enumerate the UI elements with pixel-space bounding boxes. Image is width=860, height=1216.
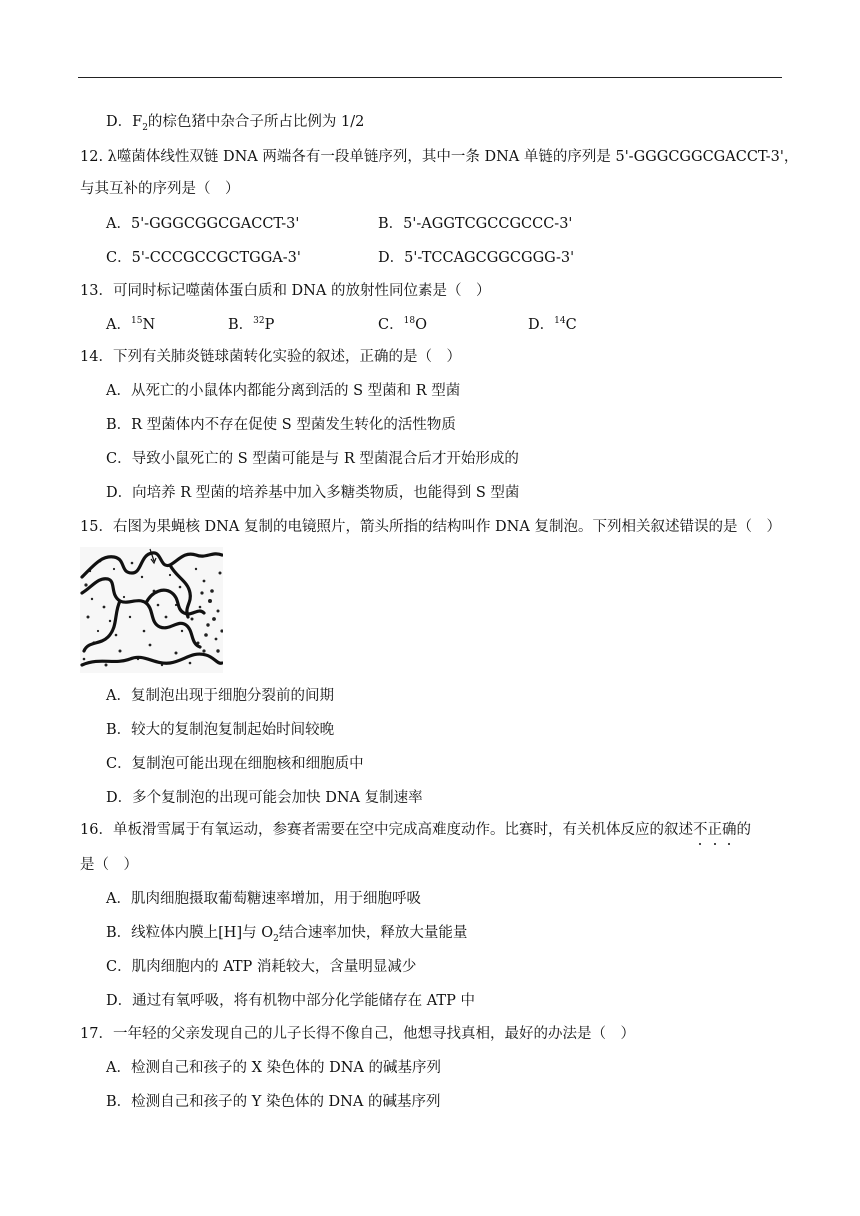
q14-option-d: D．向培养 R 型菌的培养基中加入多糖类物质，也能得到 S 型菌 bbox=[106, 485, 520, 501]
q12-stem-line1: 12. λ噬菌体线性双链 DNA 两端各有一段单链序列，其中一条 DNA 单链的序列是 5'-GGGCGGCGACCT-3'， bbox=[80, 149, 799, 165]
header-rule bbox=[78, 77, 782, 78]
q16-option-d: D．通过有氧呼吸，将有机物中部分化学能储存在 ATP 中 bbox=[106, 993, 475, 1009]
q15-option-d: D．多个复制泡的出现可能会加快 DNA 复制速率 bbox=[106, 790, 423, 806]
q13-option-c: C．$^{18}$O bbox=[378, 316, 427, 333]
emphasis-not-correct: 不正确 bbox=[693, 820, 737, 840]
q13-option-b: B．$^{32}$P bbox=[228, 316, 275, 333]
emphasis-dots bbox=[693, 843, 737, 847]
q13-option-a: A．$^{15}$N bbox=[106, 316, 156, 333]
q14-option-b: B．R 型菌体内不存在促使 S 型菌发生转化的活性物质 bbox=[106, 417, 456, 433]
q17-option-b: B．检测自己和孩子的 Y 染色体的 DNA 的碱基序列 bbox=[106, 1094, 441, 1110]
q13-stem: 13．可同时标记噬菌体蛋白质和 DNA 的放射性同位素是（ ） bbox=[80, 283, 491, 299]
q12-option-d: D．5'-TCCAGCGGCGGG-3' bbox=[378, 250, 575, 266]
q14-option-a: A．从死亡的小鼠体内都能分离到活的 S 型菌和 R 型菌 bbox=[106, 383, 461, 399]
q11-option-d: D．$F_2$的棕色猪中杂合子所占比例为 1/2 bbox=[106, 114, 365, 133]
q16-stem-line1: 16．单板滑雪属于有氧运动，参赛者需要在空中完成高难度动作。比赛时，有关机体反应的叙述不正确 的 bbox=[80, 820, 751, 840]
q16-option-b: B．线粒体内膜上[H]与 $O_2$结合速率加快，释放大量能量 bbox=[106, 925, 468, 944]
q14-option-c: C．导致小鼠死亡的 S 型菌可能是与 R 型菌混合后才开始形成的 bbox=[106, 451, 519, 467]
q17-stem: 17．一年轻的父亲发现自己的儿子长得不像自己，他想寻找真相，最好的办法是（ ） bbox=[80, 1026, 635, 1042]
dna-replication-bubble-micrograph bbox=[80, 547, 223, 673]
q12-option-b: B．5'-AGGTCGCCGCCC-3' bbox=[378, 216, 573, 232]
q12-option-a: A．5'-GGGCGGCGACCT-3' bbox=[106, 216, 300, 232]
q15-option-a: A．复制泡出现于细胞分裂前的间期 bbox=[106, 688, 334, 704]
q15-stem: 15．右图为果蝇核 DNA 复制的电镜照片，箭头所指的结构叫作 DNA 复制泡。下列相关叙述错误的是（ ） bbox=[80, 519, 781, 535]
q15-option-c: C．复制泡可能出现在细胞核和细胞质中 bbox=[106, 756, 364, 772]
q13-option-d: D．$^{14}$C bbox=[528, 316, 577, 333]
q16-option-c: C．肌肉细胞内的 ATP 消耗较大，含量明显减少 bbox=[106, 959, 417, 975]
q12-option-c: C．5'-CCCGCCGCTGGA-3' bbox=[106, 250, 301, 266]
q14-stem: 14．下列有关肺炎链球菌转化实验的叙述，正确的是（ ） bbox=[80, 349, 461, 365]
q17-option-a: A．检测自己和孩子的 X 染色体的 DNA 的碱基序列 bbox=[106, 1060, 442, 1076]
q16-option-a: A．肌肉细胞摄取葡萄糖速率增加，用于细胞呼吸 bbox=[106, 891, 421, 907]
q15-option-b: B．较大的复制泡复制起始时间较晚 bbox=[106, 722, 335, 738]
q12-stem-line2: 与其互补的序列是（ ） bbox=[80, 181, 240, 197]
q16-stem-line2: 是（ ） bbox=[80, 857, 138, 873]
